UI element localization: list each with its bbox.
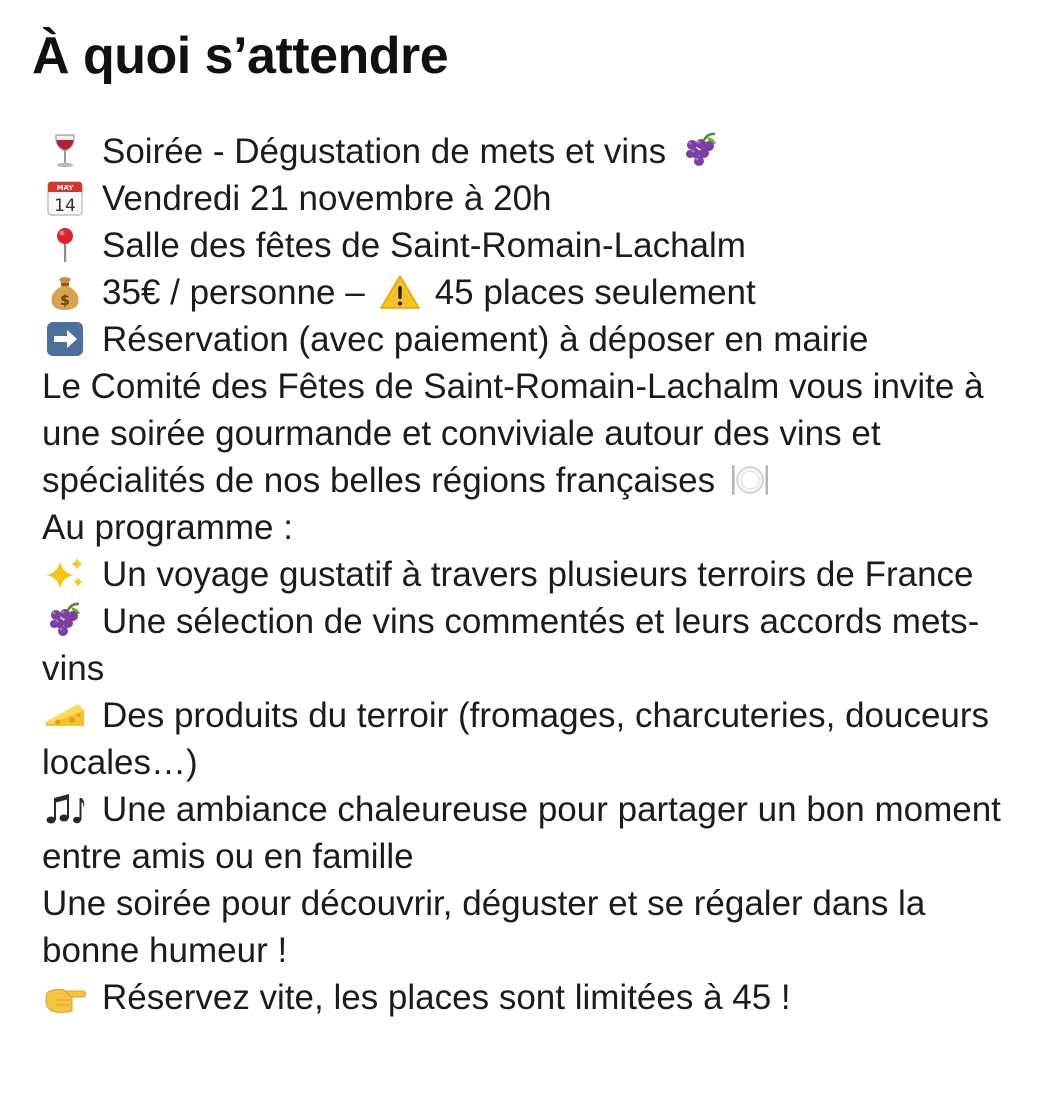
pointing-hand-icon [42,978,88,1016]
intro-paragraph [42,363,1027,504]
event-booking-line [42,316,1027,363]
event-date-text: Vendredi 21 novembre à 20h [102,179,552,218]
event-place-line [42,222,1027,269]
section-title: À quoi s’attendre [32,27,449,85]
calendar-icon [42,179,88,217]
programme-label: Au programme : [42,508,293,547]
cta-text: Réservez vite, les places sont limitées à 45 ! [102,978,791,1017]
event-price-line [42,269,1027,316]
programme-item [42,551,1027,598]
event-place-text: Salle des fêtes de Saint-Romain-Lachalm [102,226,746,265]
event-title-text: Soirée - Dégustation de mets et vins [102,132,667,171]
price-text: 35€ / personne – [102,273,365,312]
grapes-icon [678,132,724,170]
location-pin-icon [42,226,88,264]
post-body [42,128,1027,1021]
svg-text:$: $ [60,293,70,309]
calendar-icon-day: 14 [54,196,76,216]
sparkles-icon [42,555,88,593]
wine-glass-icon [42,132,88,170]
right-arrow-icon [42,320,88,358]
closing-paragraph: Une soirée pour découvrir, déguster et se régaler dans la bonne humeur ! [42,884,926,970]
calendar-icon-month: MAY [56,184,74,192]
programme-item-text: Une sélection de vins commentés et leurs accords mets-vins [42,602,980,688]
programme-item-text: Un voyage gustatif à travers plusieurs terroirs de France [102,555,974,594]
event-date-line [42,175,1027,222]
warning-icon [377,273,423,311]
intro-text: Le Comité des Fêtes de Saint-Romain-Lachalm vous invite à une soirée gourmande et conviviale autour des vins et spécialités de nos belles régions françaises [42,367,984,500]
programme-item-text: Des produits du terroir (fromages, charcuteries, douceurs locales…) [42,696,990,782]
programme-item [42,598,1027,692]
plate-cutlery-icon [727,461,773,499]
programme-item [42,786,1027,880]
programme-item-text: Une ambiance chaleureuse pour partager un bon moment entre amis ou en famille [42,790,1001,876]
booking-text: Réservation (avec paiement) à déposer en mairie [102,320,869,359]
cta-line [42,974,1027,1021]
cheese-icon [42,696,88,734]
money-bag-icon [42,273,88,311]
places-text: 45 places seulement [434,273,756,312]
programme-item [42,692,1027,786]
event-title-line [42,128,1027,175]
grapes-icon [42,602,88,640]
music-notes-icon [42,790,88,828]
